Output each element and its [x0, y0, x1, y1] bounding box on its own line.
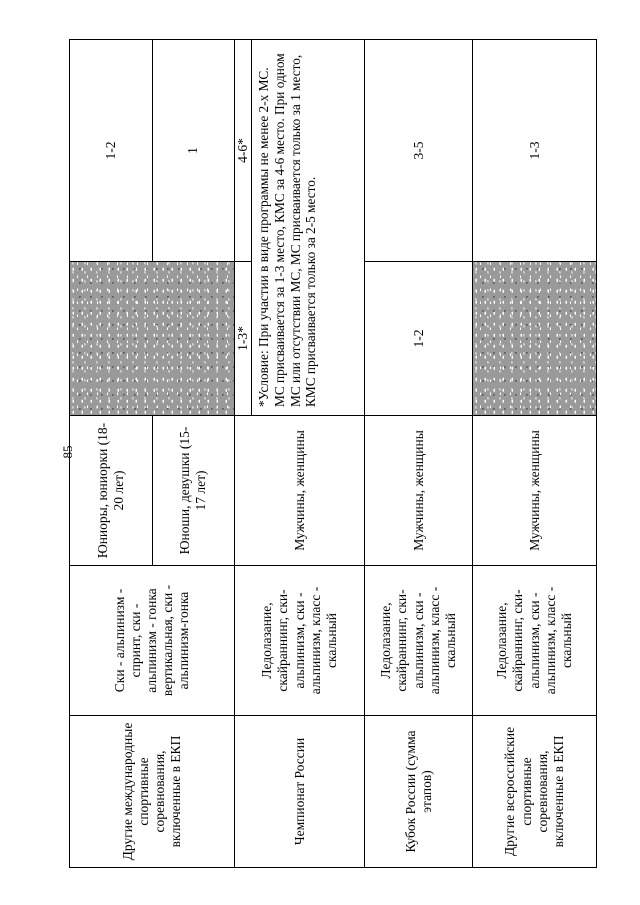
- kms-value: 1-3: [473, 40, 597, 262]
- ms-cell-empty: [70, 262, 235, 416]
- age-group-cell: Мужчины, женщины: [473, 416, 597, 566]
- competition-cell: Другие международные спортивные соревнования, включенные в ЕКП: [70, 716, 235, 868]
- age-group-cell: [70, 416, 235, 566]
- table-row: [235, 40, 252, 868]
- kms-cell: [70, 40, 235, 262]
- age-group-juniors: Юниоры, юниорки (18-20 лет): [94, 422, 126, 559]
- table-row: [70, 40, 235, 868]
- kms-value: 3-5: [365, 40, 473, 262]
- competition-cell: Чемпионат России: [235, 716, 365, 868]
- rotated-table-container: [69, 40, 594, 868]
- competition-cell: Кубок России (сумма этапов): [365, 716, 473, 868]
- qualification-table: [69, 39, 597, 868]
- age-group-youth: Юноши, девушки (15-17 лет): [152, 416, 235, 565]
- table-row: [473, 40, 597, 868]
- discipline-cell: Ски - альпинизм - спринт, ски - альпинизм - гонка вертикальная, ски - альпинизм-гонка: [70, 566, 235, 716]
- ms-cell-empty: [473, 262, 597, 416]
- competition-cell: Другие всероссийские спортивные соревнования, включенные в ЕКП: [473, 716, 597, 868]
- ms-value: 1-3*: [235, 262, 252, 416]
- ms-value: 1-2: [365, 262, 473, 416]
- condition-note: *Условие: При участии в виде программы не менее 2-х МС. МС присваивается за 1-3 место, КМС за 4-6 место. При одном МС или отсутствии МС, МС присваивается только за 1 место, КМС присваивается только за 2-5 место.: [252, 40, 365, 416]
- kms-juniors-value: 1-2: [102, 141, 118, 160]
- page-number: 85: [60, 445, 75, 459]
- discipline-cell: Ледолазание, скайраннинг, ски-альпинизм, ски - альпинизм, класс - скальный: [473, 566, 597, 716]
- discipline-cell: Ледолазание, скайраннинг, ски-альпинизм, ски - альпинизм, класс - скальный: [235, 566, 365, 716]
- kms-value: 4-6*: [235, 40, 252, 262]
- age-group-cell: Мужчины, женщины: [235, 416, 365, 566]
- discipline-cell: Ледолазание, скайраннинг, ски-альпинизм, ски - альпинизм, класс - скальный: [365, 566, 473, 716]
- age-group-cell: Мужчины, женщины: [365, 416, 473, 566]
- kms-youth-value: 1: [152, 40, 235, 261]
- table-row: [365, 40, 473, 868]
